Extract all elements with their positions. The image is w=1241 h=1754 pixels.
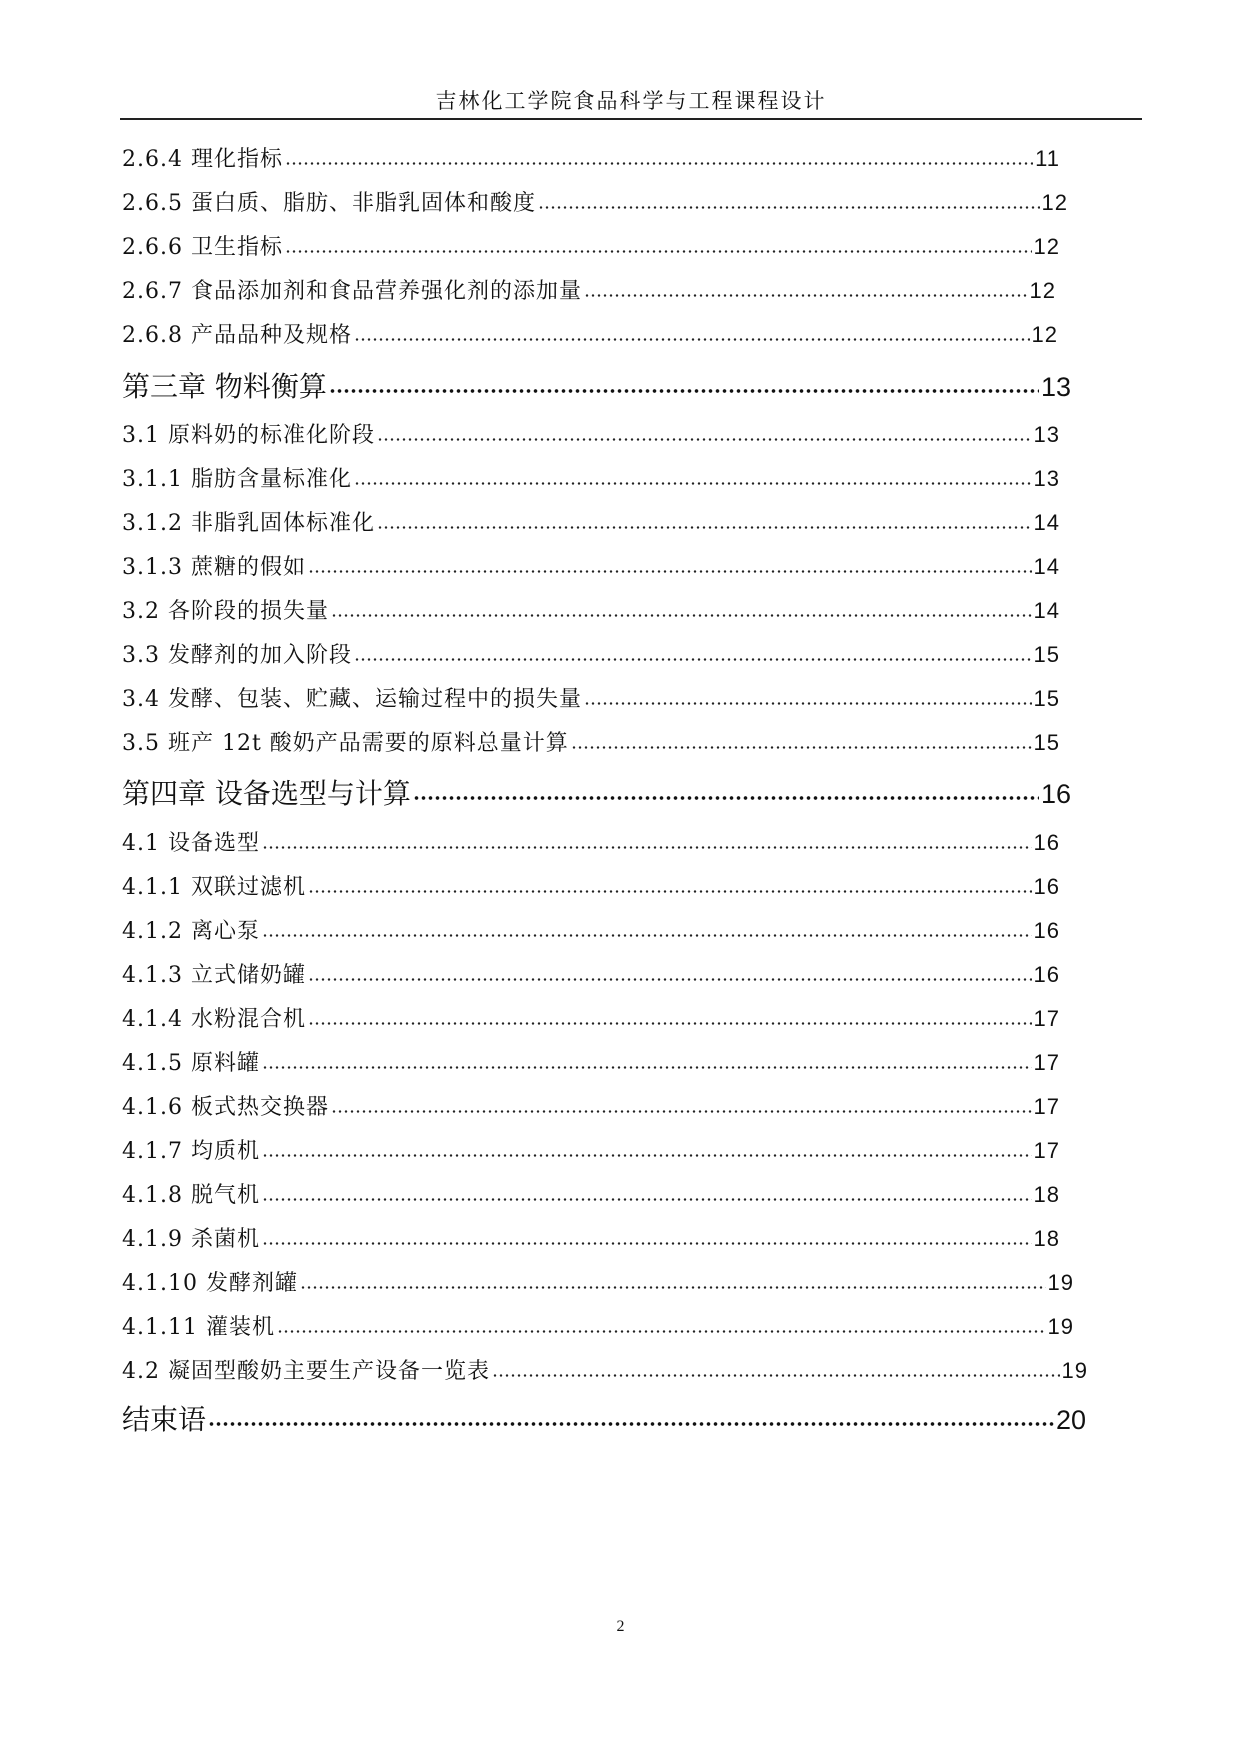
toc-dot-leader (308, 958, 1032, 988)
toc-dot-leader (329, 365, 1039, 401)
toc-dot-leader (331, 594, 1032, 624)
toc-section-entry (122, 826, 1060, 856)
toc-dot-leader (262, 1046, 1032, 1076)
toc-entry-title: 3.3 发酵剂的加入阶段 (122, 643, 352, 668)
toc-entry-page: 17 (1033, 1050, 1060, 1075)
toc-entry-title: 4.1 设备选型 (122, 831, 260, 856)
toc-dot-leader (377, 506, 1032, 536)
toc-dot-leader (262, 1178, 1032, 1208)
toc-dot-leader (584, 682, 1032, 712)
toc-section-entry (122, 142, 1060, 172)
toc-section-entry (122, 186, 1068, 216)
toc-dot-leader (262, 1222, 1032, 1252)
toc-entry-title: 3.1 原料奶的标准化阶段 (122, 423, 375, 448)
toc-dot-leader (262, 1134, 1032, 1164)
toc-entry-page: 13 (1033, 422, 1060, 447)
toc-dot-leader (262, 914, 1032, 944)
toc-entry-page: 15 (1033, 642, 1060, 667)
toc-section-entry (122, 1266, 1074, 1296)
toc-entry-title: 2.6.7 食品添加剂和食品营养强化剂的添加量 (122, 279, 582, 304)
toc-dot-leader (308, 1002, 1032, 1032)
toc-entry-title: 4.1.5 原料罐 (122, 1051, 260, 1076)
toc-section-entry (122, 418, 1060, 448)
toc-section-entry (122, 506, 1060, 536)
toc-entry-title: 2.6.4 理化指标 (122, 147, 283, 172)
toc-dot-leader (377, 418, 1032, 448)
toc-chapter-entry (122, 365, 1071, 401)
toc-entry-title: 4.1.6 板式热交换器 (122, 1095, 329, 1120)
toc-section-entry (122, 462, 1060, 492)
toc-entry-page: 18 (1033, 1182, 1060, 1207)
toc-dot-leader (584, 274, 1028, 304)
toc-entry-page: 14 (1033, 510, 1060, 535)
page-number: 2 (616, 1618, 625, 1635)
toc-entry-title: 3.1.2 非脂乳固体标准化 (122, 511, 375, 536)
page-header-title: 吉林化工学院食品科学与工程课程设计 (435, 89, 827, 113)
toc-entry-title: 2.6.6 卫生指标 (122, 235, 283, 260)
toc-dot-leader (285, 142, 1033, 172)
toc-dot-leader (308, 550, 1032, 580)
toc-section-entry (122, 230, 1060, 260)
toc-entry-title: 4.1.1 双联过滤机 (122, 875, 306, 900)
toc-entry-title: 第三章 物料衡算 (122, 370, 327, 403)
toc-section-entry (122, 914, 1060, 944)
toc-section-entry (122, 1046, 1060, 1076)
toc-entry-title: 3.2 各阶段的损失量 (122, 599, 329, 624)
toc-section-entry (122, 870, 1060, 900)
toc-entry-page: 14 (1033, 598, 1060, 623)
toc-dot-leader (300, 1266, 1046, 1296)
toc-dot-leader (277, 1310, 1046, 1340)
toc-entry-title: 4.1.7 均质机 (122, 1139, 260, 1164)
toc-entry-title: 4.1.8 脱气机 (122, 1183, 260, 1208)
toc-entry-page: 16 (1040, 779, 1071, 809)
toc-dot-leader (354, 638, 1032, 668)
toc-chapter-entry (122, 1398, 1086, 1434)
toc-entry-title: 2.6.5 蛋白质、脂肪、非脂乳固体和酸度 (122, 191, 536, 216)
toc-entry-page: 12 (1029, 278, 1056, 303)
toc-section-entry (122, 594, 1060, 624)
toc-entry-page: 14 (1033, 554, 1060, 579)
toc-entry-title: 4.1.9 杀菌机 (122, 1227, 260, 1252)
toc-dot-leader (538, 186, 1040, 216)
toc-entry-title: 4.1.3 立式储奶罐 (122, 963, 306, 988)
toc-entry-page: 19 (1047, 1270, 1074, 1295)
toc-entry-page: 18 (1033, 1226, 1060, 1251)
toc-entry-page: 17 (1033, 1094, 1060, 1119)
toc-entry-page: 12 (1041, 190, 1068, 215)
toc-dot-leader (354, 318, 1030, 348)
toc-entry-page: 19 (1061, 1358, 1088, 1383)
toc-entry-page: 16 (1033, 962, 1060, 987)
toc-entry-page: 19 (1047, 1314, 1074, 1339)
toc-entry-title: 4.2 凝固型酸奶主要生产设备一览表 (122, 1359, 490, 1384)
toc-section-entry (122, 958, 1060, 988)
toc-entry-page: 12 (1033, 234, 1060, 259)
toc-entry-page: 13 (1033, 466, 1060, 491)
toc-entry-title: 3.1.1 脂肪含量标准化 (122, 467, 352, 492)
toc-section-entry (122, 726, 1060, 756)
toc-entry-page: 11 (1035, 146, 1060, 171)
toc-entry-title: 3.5 班产 12t 酸奶产品需要的原料总量计算 (122, 731, 569, 756)
toc-entry-page: 20 (1055, 1405, 1086, 1435)
toc-entry-title: 结束语 (122, 1403, 207, 1436)
toc-dot-leader (285, 230, 1032, 260)
toc-section-entry (122, 1134, 1060, 1164)
toc-entry-page: 17 (1033, 1138, 1060, 1163)
toc-entry-page: 16 (1033, 830, 1060, 855)
toc-section-entry (122, 1178, 1060, 1208)
toc-section-entry (122, 1222, 1060, 1252)
toc-entry-page: 16 (1033, 918, 1060, 943)
toc-section-entry (122, 1354, 1088, 1384)
toc-section-entry (122, 638, 1060, 668)
toc-dot-leader (413, 772, 1039, 808)
toc-dot-leader (354, 462, 1032, 492)
toc-entry-title: 4.1.11 灌装机 (122, 1315, 275, 1340)
toc-dot-leader (262, 826, 1032, 856)
toc-dot-leader (208, 1398, 1054, 1434)
toc-chapter-entry (122, 772, 1071, 808)
toc-entry-title: 3.4 发酵、包装、贮藏、运输过程中的损失量 (122, 687, 582, 712)
toc-entry-page: 13 (1040, 372, 1071, 402)
toc-section-entry (122, 274, 1056, 304)
toc-entry-page: 15 (1033, 686, 1060, 711)
toc-entry-page: 16 (1033, 874, 1060, 899)
toc-dot-leader (571, 726, 1032, 756)
toc-entry-title: 3.1.3 蔗糖的假如 (122, 555, 306, 580)
toc-entry-page: 15 (1033, 730, 1060, 755)
toc-section-entry (122, 1002, 1060, 1032)
toc-section-entry (122, 550, 1060, 580)
toc-section-entry (122, 682, 1060, 712)
toc-section-entry (122, 1310, 1074, 1340)
toc-section-entry (122, 1090, 1060, 1120)
toc-dot-leader (331, 1090, 1032, 1120)
toc-dot-leader (308, 870, 1032, 900)
toc-entry-page: 12 (1031, 322, 1058, 347)
toc-dot-leader (492, 1354, 1060, 1384)
toc-section-entry (122, 318, 1058, 348)
toc-entry-title: 4.1.2 离心泵 (122, 919, 260, 944)
toc-entry-title: 第四章 设备选型与计算 (122, 777, 411, 810)
toc-entry-title: 4.1.4 水粉混合机 (122, 1007, 306, 1032)
toc-entry-title: 4.1.10 发酵剂罐 (122, 1271, 298, 1296)
toc-entry-title: 2.6.8 产品品种及规格 (122, 323, 352, 348)
toc-entry-page: 17 (1033, 1006, 1060, 1031)
